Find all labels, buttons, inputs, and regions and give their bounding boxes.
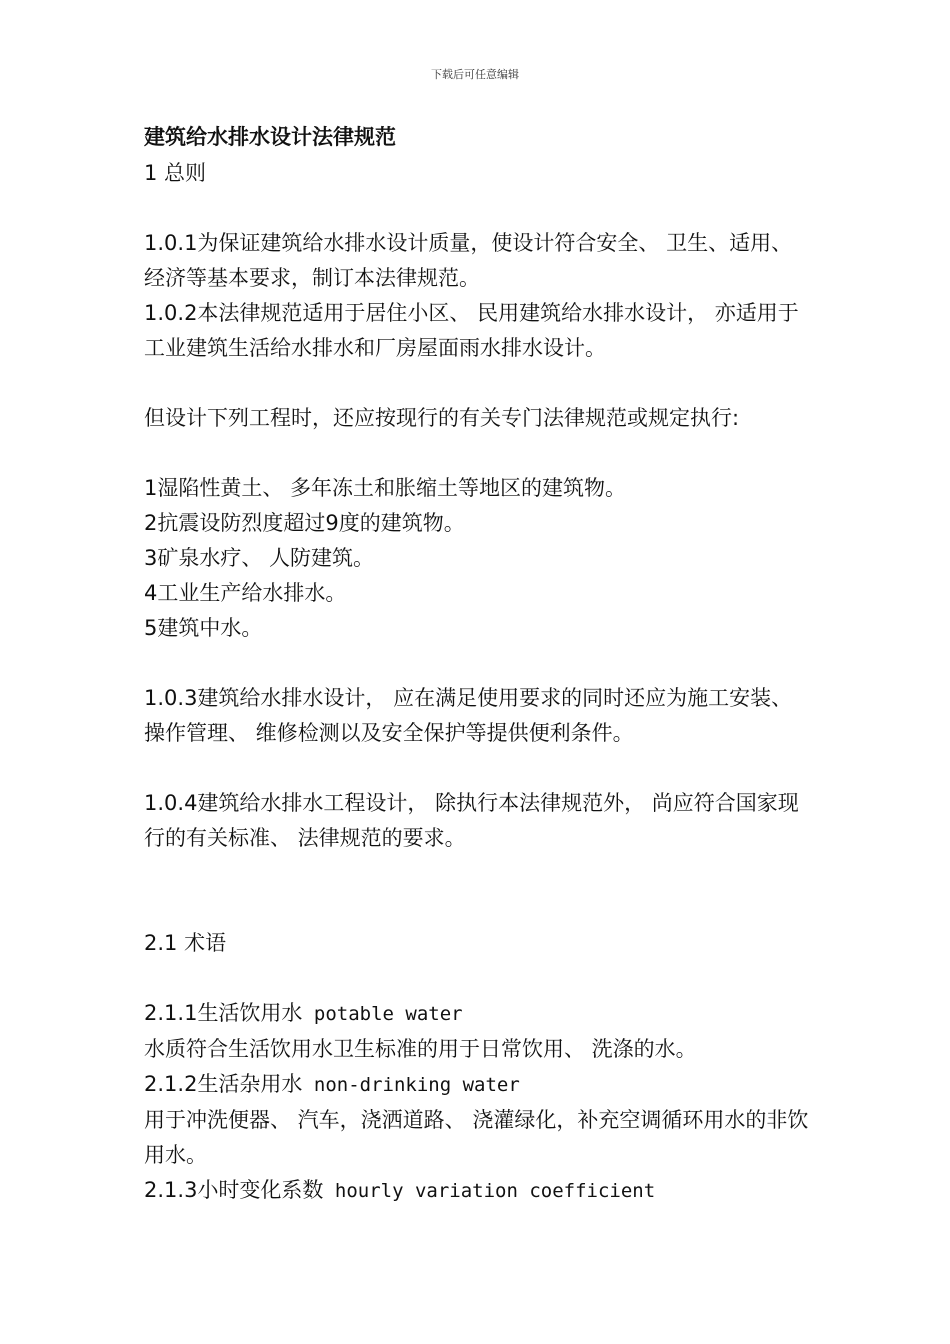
term-en: potable water xyxy=(302,1003,463,1025)
term-2-1-1 xyxy=(144,996,810,1032)
list-item: 5建筑中水。 xyxy=(144,616,263,640)
paragraph-exceptions: 但设计下列工程时，还应按现行的有关专门法律规范或规定执行: xyxy=(144,406,740,430)
paragraph-1-0-2: 1.0.2本法律规范适用于居住小区、 民用建筑给水排水设计， 亦适用于工业建筑生活给水排水和厂房屋面雨水排水设计。 xyxy=(144,301,799,360)
document-title: 建筑给水排水设计法律规范 xyxy=(144,125,396,149)
list-item: 1湿陷性黄土、 多年冻土和胀缩土等地区的建筑物。 xyxy=(144,476,627,500)
term-en: non-drinking water xyxy=(302,1074,520,1096)
term-2-1-2 xyxy=(144,1067,810,1103)
paragraph-1-0-4: 1.0.4建筑给水排水工程设计， 除执行本法律规范外， 尚应符合国家现行的有关标准、 法律规范的要求。 xyxy=(144,791,799,850)
paragraph-1-0-1: 1.0.1为保证建筑给水排水设计质量，使设计符合安全、 卫生、适用、 经济等基本要求，制订本法律规范。 xyxy=(144,231,793,290)
term-en: hourly variation coefficient xyxy=(323,1180,656,1202)
term-cn: 生活杂用水 xyxy=(197,1072,303,1096)
list-item: 4工业生产给水排水。 xyxy=(144,581,347,605)
chapter-heading: 1 总则 xyxy=(144,161,207,185)
list-item: 3矿泉水疗、 人防建筑。 xyxy=(144,546,375,570)
term-cn: 小时变化系数 xyxy=(197,1178,324,1202)
term-definition: 用于冲洗便器、 汽车，浇洒道路、 浇灌绿化，补充空调循环用水的非饮用水。 xyxy=(144,1108,809,1167)
term-definition: 水质符合生活饮用水卫生标准的用于日常饮用、 洗涤的水。 xyxy=(144,1037,697,1061)
document-body xyxy=(144,118,810,1209)
page-header-note: 下载后可任意编辑 xyxy=(431,68,519,81)
term-cn: 生活饮用水 xyxy=(197,1001,303,1025)
term-number: 2.1.3 xyxy=(144,1178,198,1202)
section-heading: 2.1 术语 xyxy=(144,931,227,955)
term-number: 2.1.2 xyxy=(144,1072,198,1096)
paragraph-1-0-3: 1.0.3建筑给水排水设计， 应在满足使用要求的同时还应为施工安装、 操作管理、 维修检测以及安全保护等提供便利条件。 xyxy=(144,686,793,745)
term-number: 2.1.1 xyxy=(144,1001,198,1025)
term-2-1-3 xyxy=(144,1173,810,1209)
list-item: 2抗震设防烈度超过9度的建筑物。 xyxy=(144,511,465,535)
